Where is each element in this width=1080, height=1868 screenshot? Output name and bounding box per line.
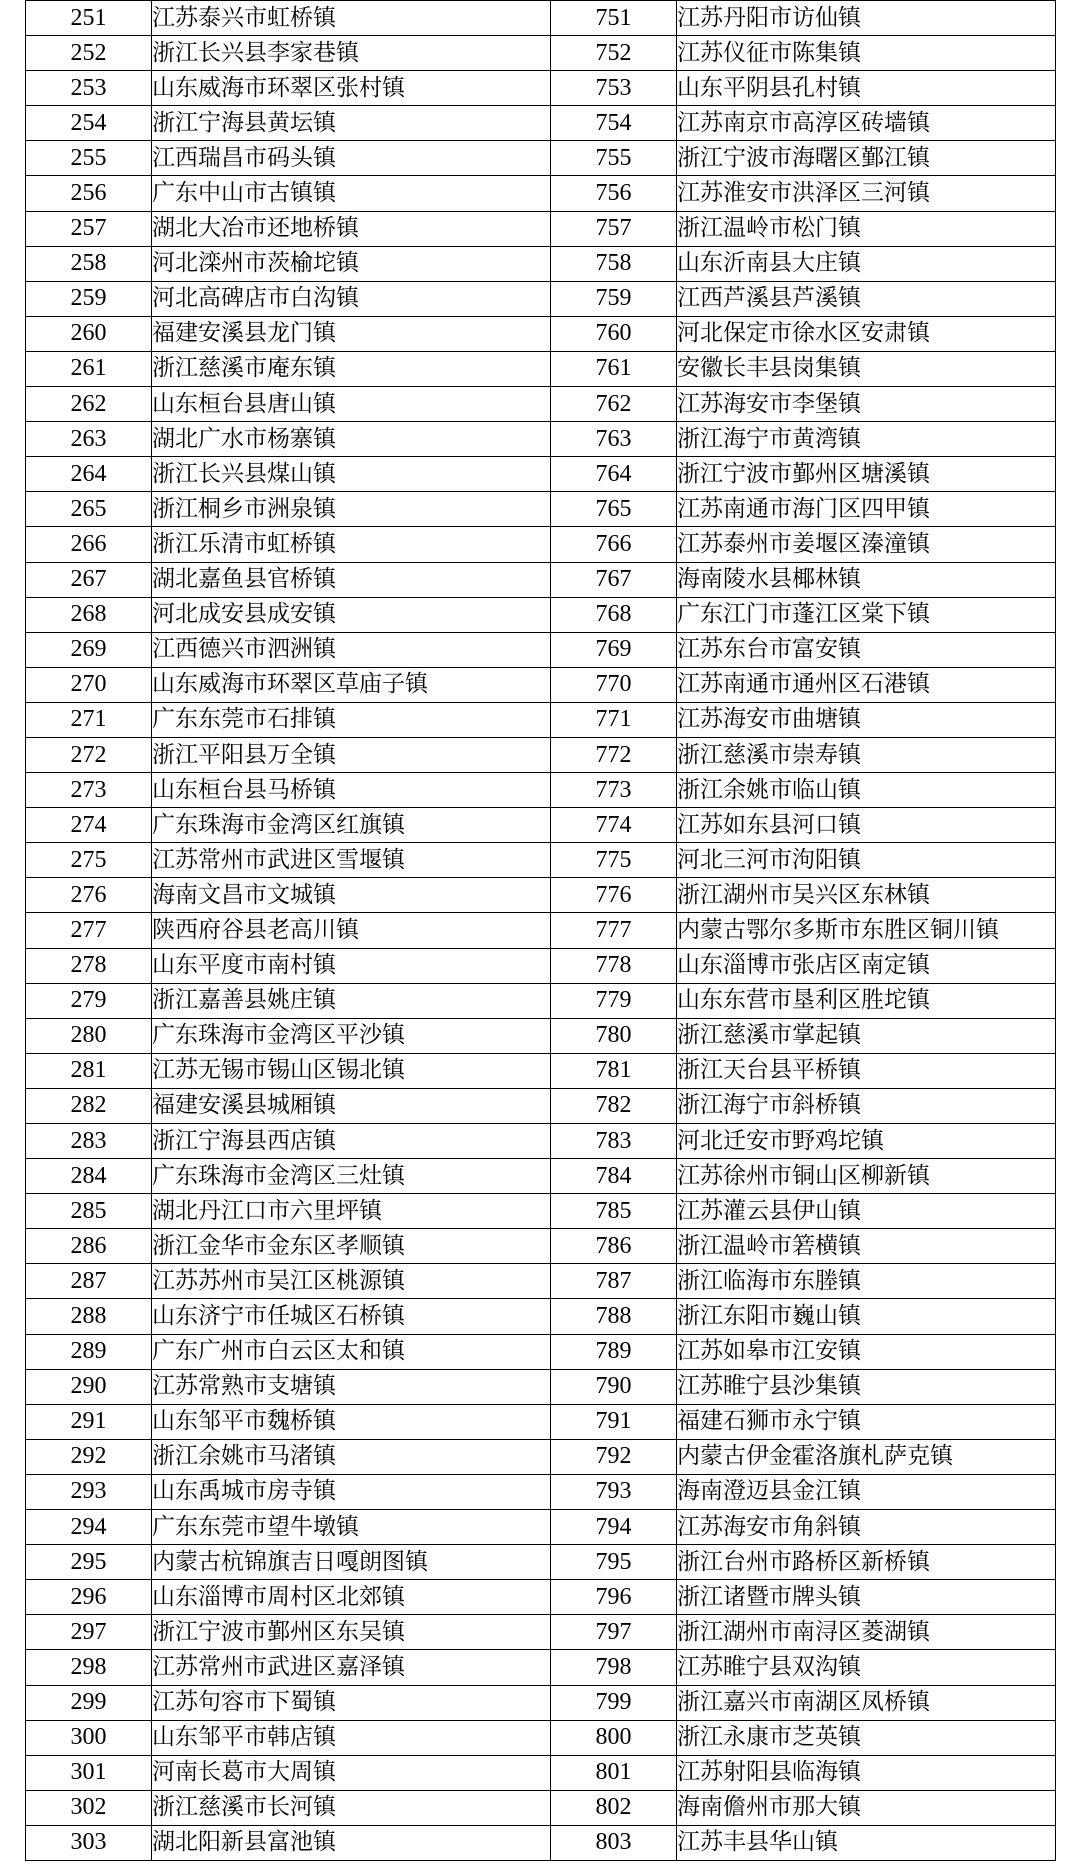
town-name-right: 江苏丹阳市访仙镇: [677, 1, 1056, 36]
town-name-left: 浙江长兴县李家巷镇: [152, 36, 551, 71]
table-row: [26, 1299, 1056, 1334]
town-name-left: 浙江宁海县黄坛镇: [152, 106, 551, 141]
rank-left: 286: [26, 1229, 152, 1264]
town-name-left: 浙江平阳县万全镇: [152, 737, 551, 772]
town-name-right: 浙江温岭市松门镇: [677, 211, 1056, 246]
rank-right: 776: [551, 878, 677, 913]
rank-right: 784: [551, 1159, 677, 1194]
rank-right: 802: [551, 1790, 677, 1825]
rank-right: 761: [551, 351, 677, 386]
rank-right: 759: [551, 281, 677, 316]
town-name-left: 海南文昌市文城镇: [152, 878, 551, 913]
rank-left: 261: [26, 351, 152, 386]
rank-left: 255: [26, 141, 152, 176]
table-row: [26, 1018, 1056, 1053]
rank-right: 752: [551, 36, 677, 71]
town-name-right: 江西芦溪县芦溪镇: [677, 281, 1056, 316]
town-name-right: 江苏南通市海门区四甲镇: [677, 492, 1056, 527]
town-name-left: 江苏常熟市支塘镇: [152, 1369, 551, 1404]
town-name-right: 内蒙古鄂尔多斯市东胜区铜川镇: [677, 913, 1056, 948]
town-name-right: 江苏射阳县临海镇: [677, 1755, 1056, 1790]
rank-right: 785: [551, 1194, 677, 1229]
town-name-left: 浙江余姚市马渚镇: [152, 1439, 551, 1474]
town-name-right: 福建石狮市永宁镇: [677, 1404, 1056, 1439]
table-row: [26, 246, 1056, 281]
table-row: [26, 948, 1056, 983]
table-row: [26, 1650, 1056, 1685]
table-row: [26, 878, 1056, 913]
rank-left: 260: [26, 316, 152, 351]
table-row: [26, 492, 1056, 527]
rank-right: 796: [551, 1580, 677, 1615]
table-row: [26, 71, 1056, 106]
town-name-right: 浙江湖州市吴兴区东林镇: [677, 878, 1056, 913]
table-body: [26, 1, 1056, 1861]
town-name-left: 江苏常州市武进区嘉泽镇: [152, 1650, 551, 1685]
town-name-right: 山东沂南县大庄镇: [677, 246, 1056, 281]
rank-left: 276: [26, 878, 152, 913]
table-row: [26, 141, 1056, 176]
town-name-right: 浙江东阳市巍山镇: [677, 1299, 1056, 1334]
rank-left: 296: [26, 1580, 152, 1615]
town-name-left: 山东桓台县马桥镇: [152, 773, 551, 808]
rank-right: 753: [551, 71, 677, 106]
town-name-left: 内蒙古杭锦旗吉日嘎朗图镇: [152, 1545, 551, 1580]
town-name-left: 浙江乐清市虹桥镇: [152, 527, 551, 562]
rank-left: 275: [26, 843, 152, 878]
town-name-right: 浙江海宁市斜桥镇: [677, 1088, 1056, 1123]
table-row: [26, 1474, 1056, 1509]
rank-left: 254: [26, 106, 152, 141]
town-name-right: 浙江嘉兴市南湖区凤桥镇: [677, 1685, 1056, 1720]
rank-left: 264: [26, 457, 152, 492]
rank-left: 290: [26, 1369, 152, 1404]
rank-right: 760: [551, 316, 677, 351]
table-row: [26, 176, 1056, 211]
rank-left: 299: [26, 1685, 152, 1720]
rank-right: 795: [551, 1545, 677, 1580]
rank-left: 301: [26, 1755, 152, 1790]
town-name-right: 海南儋州市那大镇: [677, 1790, 1056, 1825]
town-name-left: 河南长葛市大周镇: [152, 1755, 551, 1790]
town-ranking-table: [25, 0, 1056, 1861]
table-row: [26, 422, 1056, 457]
town-name-right: 江苏灌云县伊山镇: [677, 1194, 1056, 1229]
rank-right: 766: [551, 527, 677, 562]
table-row: [26, 843, 1056, 878]
rank-right: 777: [551, 913, 677, 948]
rank-right: 765: [551, 492, 677, 527]
rank-left: 284: [26, 1159, 152, 1194]
rank-left: 300: [26, 1720, 152, 1755]
town-name-right: 江苏南京市高淳区砖墙镇: [677, 106, 1056, 141]
rank-left: 251: [26, 1, 152, 36]
town-name-left: 福建安溪县龙门镇: [152, 316, 551, 351]
town-name-left: 浙江桐乡市洲泉镇: [152, 492, 551, 527]
rank-left: 288: [26, 1299, 152, 1334]
town-name-right: 江苏如皋市江安镇: [677, 1334, 1056, 1369]
town-name-right: 河北保定市徐水区安肃镇: [677, 316, 1056, 351]
town-name-left: 浙江长兴县煤山镇: [152, 457, 551, 492]
rank-right: 770: [551, 667, 677, 702]
town-name-left: 山东淄博市周村区北郊镇: [152, 1580, 551, 1615]
town-name-left: 江苏句容市下蜀镇: [152, 1685, 551, 1720]
rank-right: 771: [551, 702, 677, 737]
town-name-left: 广东珠海市金湾区平沙镇: [152, 1018, 551, 1053]
town-name-right: 山东淄博市张店区南定镇: [677, 948, 1056, 983]
table-row: [26, 1053, 1056, 1088]
rank-right: 767: [551, 562, 677, 597]
town-name-right: 江苏徐州市铜山区柳新镇: [677, 1159, 1056, 1194]
rank-right: 803: [551, 1825, 677, 1860]
table-row: [26, 1720, 1056, 1755]
rank-right: 755: [551, 141, 677, 176]
town-name-left: 浙江嘉善县姚庄镇: [152, 983, 551, 1018]
table-row: [26, 913, 1056, 948]
rank-left: 302: [26, 1790, 152, 1825]
rank-left: 273: [26, 773, 152, 808]
table-row: [26, 808, 1056, 843]
table-row: [26, 1334, 1056, 1369]
rank-right: 778: [551, 948, 677, 983]
table-row: [26, 106, 1056, 141]
rank-right: 764: [551, 457, 677, 492]
rank-left: 298: [26, 1650, 152, 1685]
rank-right: 762: [551, 387, 677, 422]
town-name-left: 浙江慈溪市庵东镇: [152, 351, 551, 386]
rank-left: 282: [26, 1088, 152, 1123]
rank-right: 756: [551, 176, 677, 211]
town-name-left: 山东威海市环翠区草庙子镇: [152, 667, 551, 702]
town-name-left: 河北高碑店市白沟镇: [152, 281, 551, 316]
table-row: [26, 316, 1056, 351]
table-row: [26, 1825, 1056, 1860]
town-name-right: 江苏淮安市洪泽区三河镇: [677, 176, 1056, 211]
rank-left: 303: [26, 1825, 152, 1860]
town-name-right: 江苏仪征市陈集镇: [677, 36, 1056, 71]
rank-right: 786: [551, 1229, 677, 1264]
town-name-right: 海南陵水县椰林镇: [677, 562, 1056, 597]
table-row: [26, 1264, 1056, 1299]
town-name-left: 山东禹城市房寺镇: [152, 1474, 551, 1509]
town-name-left: 浙江宁海县西店镇: [152, 1124, 551, 1159]
town-name-left: 福建安溪县城厢镇: [152, 1088, 551, 1123]
rank-left: 297: [26, 1615, 152, 1650]
table-row: [26, 1369, 1056, 1404]
town-name-right: 浙江湖州市南浔区菱湖镇: [677, 1615, 1056, 1650]
town-name-left: 江苏泰兴市虹桥镇: [152, 1, 551, 36]
rank-right: 769: [551, 632, 677, 667]
rank-right: 754: [551, 106, 677, 141]
rank-left: 258: [26, 246, 152, 281]
town-name-right: 河北迁安市野鸡坨镇: [677, 1124, 1056, 1159]
rank-left: 280: [26, 1018, 152, 1053]
town-name-right: 浙江余姚市临山镇: [677, 773, 1056, 808]
town-name-right: 广东江门市蓬江区棠下镇: [677, 597, 1056, 632]
table-row: [26, 457, 1056, 492]
town-name-right: 浙江永康市芝英镇: [677, 1720, 1056, 1755]
town-name-right: 江苏如东县河口镇: [677, 808, 1056, 843]
rank-left: 278: [26, 948, 152, 983]
town-name-left: 河北滦州市茨榆坨镇: [152, 246, 551, 281]
rank-right: 779: [551, 983, 677, 1018]
town-name-left: 江苏常州市武进区雪堰镇: [152, 843, 551, 878]
rank-right: 772: [551, 737, 677, 772]
town-name-right: 浙江临海市东塍镇: [677, 1264, 1056, 1299]
rank-left: 252: [26, 36, 152, 71]
rank-left: 277: [26, 913, 152, 948]
town-name-left: 浙江宁波市鄞州区东吴镇: [152, 1615, 551, 1650]
table-row: [26, 773, 1056, 808]
table-row: [26, 1229, 1056, 1264]
town-name-right: 江苏泰州市姜堰区溱潼镇: [677, 527, 1056, 562]
rank-right: 790: [551, 1369, 677, 1404]
rank-left: 292: [26, 1439, 152, 1474]
rank-left: 272: [26, 737, 152, 772]
rank-right: 783: [551, 1124, 677, 1159]
rank-right: 757: [551, 211, 677, 246]
document-page: [25, 0, 1055, 1866]
town-name-right: 海南澄迈县金江镇: [677, 1474, 1056, 1509]
town-name-left: 湖北嘉鱼县官桥镇: [152, 562, 551, 597]
table-row: [26, 1124, 1056, 1159]
rank-right: 768: [551, 597, 677, 632]
table-row: [26, 1159, 1056, 1194]
town-name-left: 广东中山市古镇镇: [152, 176, 551, 211]
town-name-right: 江苏南通市通州区石港镇: [677, 667, 1056, 702]
table-row: [26, 1088, 1056, 1123]
table-row: [26, 1404, 1056, 1439]
town-name-right: 浙江慈溪市崇寿镇: [677, 737, 1056, 772]
town-name-right: 浙江诸暨市牌头镇: [677, 1580, 1056, 1615]
town-name-left: 广东珠海市金湾区红旗镇: [152, 808, 551, 843]
rank-left: 294: [26, 1510, 152, 1545]
table-row: [26, 1580, 1056, 1615]
rank-left: 269: [26, 632, 152, 667]
rank-right: 763: [551, 422, 677, 457]
table-row: [26, 597, 1056, 632]
town-name-right: 江苏睢宁县双沟镇: [677, 1650, 1056, 1685]
rank-left: 293: [26, 1474, 152, 1509]
rank-right: 787: [551, 1264, 677, 1299]
rank-right: 788: [551, 1299, 677, 1334]
rank-right: 774: [551, 808, 677, 843]
rank-left: 281: [26, 1053, 152, 1088]
rank-right: 758: [551, 246, 677, 281]
rank-left: 253: [26, 71, 152, 106]
town-name-left: 山东平度市南村镇: [152, 948, 551, 983]
town-name-right: 山东平阴县孔村镇: [677, 71, 1056, 106]
rank-right: 791: [551, 1404, 677, 1439]
rank-right: 799: [551, 1685, 677, 1720]
town-name-left: 广东广州市白云区太和镇: [152, 1334, 551, 1369]
town-name-left: 江苏苏州市吴江区桃源镇: [152, 1264, 551, 1299]
town-name-right: 江苏东台市富安镇: [677, 632, 1056, 667]
table-row: [26, 1510, 1056, 1545]
town-name-left: 湖北大冶市还地桥镇: [152, 211, 551, 246]
table-row: [26, 36, 1056, 71]
table-row: [26, 1615, 1056, 1650]
town-name-left: 山东邹平市韩店镇: [152, 1720, 551, 1755]
rank-left: 287: [26, 1264, 152, 1299]
table-row: [26, 1439, 1056, 1474]
rank-right: 775: [551, 843, 677, 878]
rank-left: 285: [26, 1194, 152, 1229]
rank-right: 794: [551, 1510, 677, 1545]
town-name-right: 江苏海安市李堡镇: [677, 387, 1056, 422]
rank-left: 270: [26, 667, 152, 702]
town-name-right: 河北三河市泃阳镇: [677, 843, 1056, 878]
rank-left: 271: [26, 702, 152, 737]
table-row: [26, 1194, 1056, 1229]
rank-left: 291: [26, 1404, 152, 1439]
town-name-right: 浙江海宁市黄湾镇: [677, 422, 1056, 457]
town-name-right: 浙江宁波市海曙区鄞江镇: [677, 141, 1056, 176]
table-row: [26, 667, 1056, 702]
town-name-left: 广东东莞市石排镇: [152, 702, 551, 737]
table-row: [26, 1, 1056, 36]
town-name-left: 山东济宁市任城区石桥镇: [152, 1299, 551, 1334]
town-name-left: 广东珠海市金湾区三灶镇: [152, 1159, 551, 1194]
town-name-left: 广东东莞市望牛墩镇: [152, 1510, 551, 1545]
town-name-left: 江西瑞昌市码头镇: [152, 141, 551, 176]
rank-right: 793: [551, 1474, 677, 1509]
table-row: [26, 632, 1056, 667]
rank-left: 257: [26, 211, 152, 246]
rank-left: 268: [26, 597, 152, 632]
town-name-left: 山东威海市环翠区张村镇: [152, 71, 551, 106]
town-name-left: 山东邹平市魏桥镇: [152, 1404, 551, 1439]
town-name-left: 湖北阳新县富池镇: [152, 1825, 551, 1860]
rank-left: 262: [26, 387, 152, 422]
town-name-right: 浙江宁波市鄞州区塘溪镇: [677, 457, 1056, 492]
rank-left: 274: [26, 808, 152, 843]
town-name-right: 浙江慈溪市掌起镇: [677, 1018, 1056, 1053]
rank-right: 792: [551, 1439, 677, 1474]
town-name-left: 江西德兴市泗洲镇: [152, 632, 551, 667]
rank-right: 800: [551, 1720, 677, 1755]
town-name-right: 安徽长丰县岗集镇: [677, 351, 1056, 386]
town-name-right: 浙江台州市路桥区新桥镇: [677, 1545, 1056, 1580]
table-row: [26, 1545, 1056, 1580]
table-row: [26, 281, 1056, 316]
rank-right: 782: [551, 1088, 677, 1123]
rank-right: 751: [551, 1, 677, 36]
town-name-left: 陕西府谷县老高川镇: [152, 913, 551, 948]
town-name-right: 江苏睢宁县沙集镇: [677, 1369, 1056, 1404]
table-row: [26, 702, 1056, 737]
town-name-right: 山东东营市垦利区胜坨镇: [677, 983, 1056, 1018]
table-row: [26, 1685, 1056, 1720]
town-name-right: 浙江天台县平桥镇: [677, 1053, 1056, 1088]
rank-right: 801: [551, 1755, 677, 1790]
town-name-right: 内蒙古伊金霍洛旗札萨克镇: [677, 1439, 1056, 1474]
table-row: [26, 351, 1056, 386]
town-name-right: 江苏丰县华山镇: [677, 1825, 1056, 1860]
rank-right: 773: [551, 773, 677, 808]
table-row: [26, 1755, 1056, 1790]
town-name-left: 河北成安县成安镇: [152, 597, 551, 632]
town-name-left: 湖北丹江口市六里坪镇: [152, 1194, 551, 1229]
rank-left: 283: [26, 1124, 152, 1159]
rank-left: 267: [26, 562, 152, 597]
rank-right: 780: [551, 1018, 677, 1053]
rank-right: 781: [551, 1053, 677, 1088]
rank-left: 263: [26, 422, 152, 457]
town-name-left: 湖北广水市杨寨镇: [152, 422, 551, 457]
table-row: [26, 737, 1056, 772]
rank-right: 789: [551, 1334, 677, 1369]
rank-left: 279: [26, 983, 152, 1018]
table-row: [26, 387, 1056, 422]
table-row: [26, 527, 1056, 562]
rank-left: 295: [26, 1545, 152, 1580]
town-name-right: 江苏海安市角斜镇: [677, 1510, 1056, 1545]
table-row: [26, 211, 1056, 246]
table-row: [26, 983, 1056, 1018]
town-name-left: 浙江慈溪市长河镇: [152, 1790, 551, 1825]
town-name-left: 浙江金华市金东区孝顺镇: [152, 1229, 551, 1264]
rank-left: 259: [26, 281, 152, 316]
rank-left: 265: [26, 492, 152, 527]
town-name-right: 江苏海安市曲塘镇: [677, 702, 1056, 737]
town-name-left: 江苏无锡市锡山区锡北镇: [152, 1053, 551, 1088]
rank-right: 797: [551, 1615, 677, 1650]
table-row: [26, 1790, 1056, 1825]
town-name-left: 山东桓台县唐山镇: [152, 387, 551, 422]
rank-left: 266: [26, 527, 152, 562]
table-row: [26, 562, 1056, 597]
rank-left: 256: [26, 176, 152, 211]
town-name-right: 浙江温岭市箬横镇: [677, 1229, 1056, 1264]
rank-right: 798: [551, 1650, 677, 1685]
rank-left: 289: [26, 1334, 152, 1369]
